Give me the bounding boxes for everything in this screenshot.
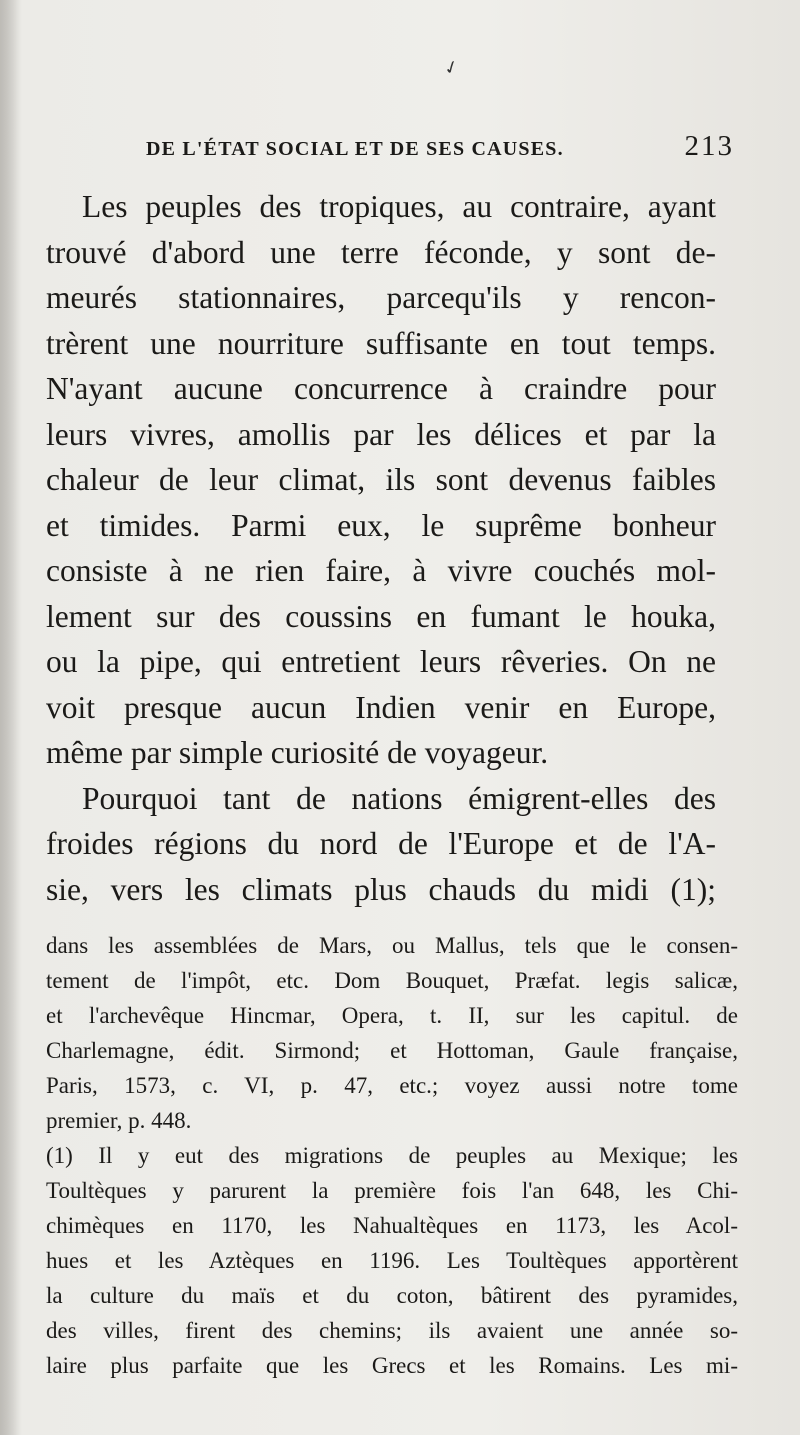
page-number: 213 [684, 130, 734, 162]
footnote-line: Paris, 1573, c. VI, p. 47, etc.; voyez aussi notre tome [46, 1073, 738, 1098]
page-gutter-shadow [0, 0, 22, 1435]
text-line: sie, vers les climats plus chauds du midi (1); [46, 871, 716, 907]
text-line: même par simple curiosité de voyageur. [46, 735, 549, 770]
ink-mark: ✓ [440, 55, 463, 81]
footnote-line: la culture du maïs et du coton, bâtirent des pyramides, [46, 1283, 738, 1308]
footnote-line: Charlemagne, édit. Sirmond; et Hottoman, Gaule française, [46, 1038, 738, 1063]
footnote-line: premier, p. 448. [46, 1108, 192, 1133]
text-line: ou la pipe, qui entretient leurs rêveries. On ne [46, 644, 716, 679]
text-line: meurés stationnaires, parcequ'ils y rencon- [46, 280, 716, 315]
running-title: DE L'ÉTAT SOCIAL ET DE SES CAUSES. [146, 138, 564, 160]
footnote-line: dans les assemblées de Mars, ou Mallus, tels que le consen- [46, 933, 738, 958]
text-line: et timides. Parmi eux, le suprême bonheur [46, 507, 716, 543]
text-line: trouvé d'abord une terre féconde, y sont de- [46, 234, 716, 270]
text-line: Les peuples des tropiques, au contraire, ayant [82, 189, 716, 224]
footnote-line: Toultèques y parurent la première fois l'an 648, les Chi- [46, 1178, 738, 1203]
footnote-line: hues et les Aztèques en 1196. Les Toultèques apportèrent [46, 1248, 738, 1273]
footnotes [46, 928, 738, 1383]
main-text [46, 184, 716, 912]
text-line: froides régions du nord de l'Europe et de l'A- [46, 826, 716, 861]
text-line: leurs vivres, amollis par les délices et par la [46, 416, 716, 452]
text-line: consiste à ne rien faire, à vivre couchés mol- [46, 553, 716, 588]
footnote-line: (1) Il y eut des migrations de peuples au Mexique; les [46, 1143, 738, 1168]
text-line: N'ayant aucune concurrence à craindre pour [46, 371, 716, 406]
footnote-line: et l'archevêque Hincmar, Opera, t. II, sur les capitul. de [46, 1003, 738, 1028]
text-line: lement sur des coussins en fumant le houka, [46, 598, 716, 634]
text-line: chaleur de leur climat, ils sont devenus faibles [46, 462, 716, 497]
text-line: trèrent une nourriture suffisante en tout temps. [46, 325, 716, 361]
page-header [146, 130, 742, 170]
text-line: voit presque aucun Indien venir en Europe, [46, 689, 716, 725]
footnote-line: des villes, firent des chemins; ils avaient une année so- [46, 1318, 738, 1343]
footnote-line: laire plus parfaite que les Grecs et les Romains. Les mi- [46, 1353, 738, 1378]
footnote-line: chimèques en 1170, les Nahualtèques en 1173, les Acol- [46, 1213, 738, 1238]
text-line: Pourquoi tant de nations émigrent-elles des [82, 780, 716, 816]
footnote-line: tement de l'impôt, etc. Dom Bouquet, Præfat. legis salicæ, [46, 968, 738, 993]
